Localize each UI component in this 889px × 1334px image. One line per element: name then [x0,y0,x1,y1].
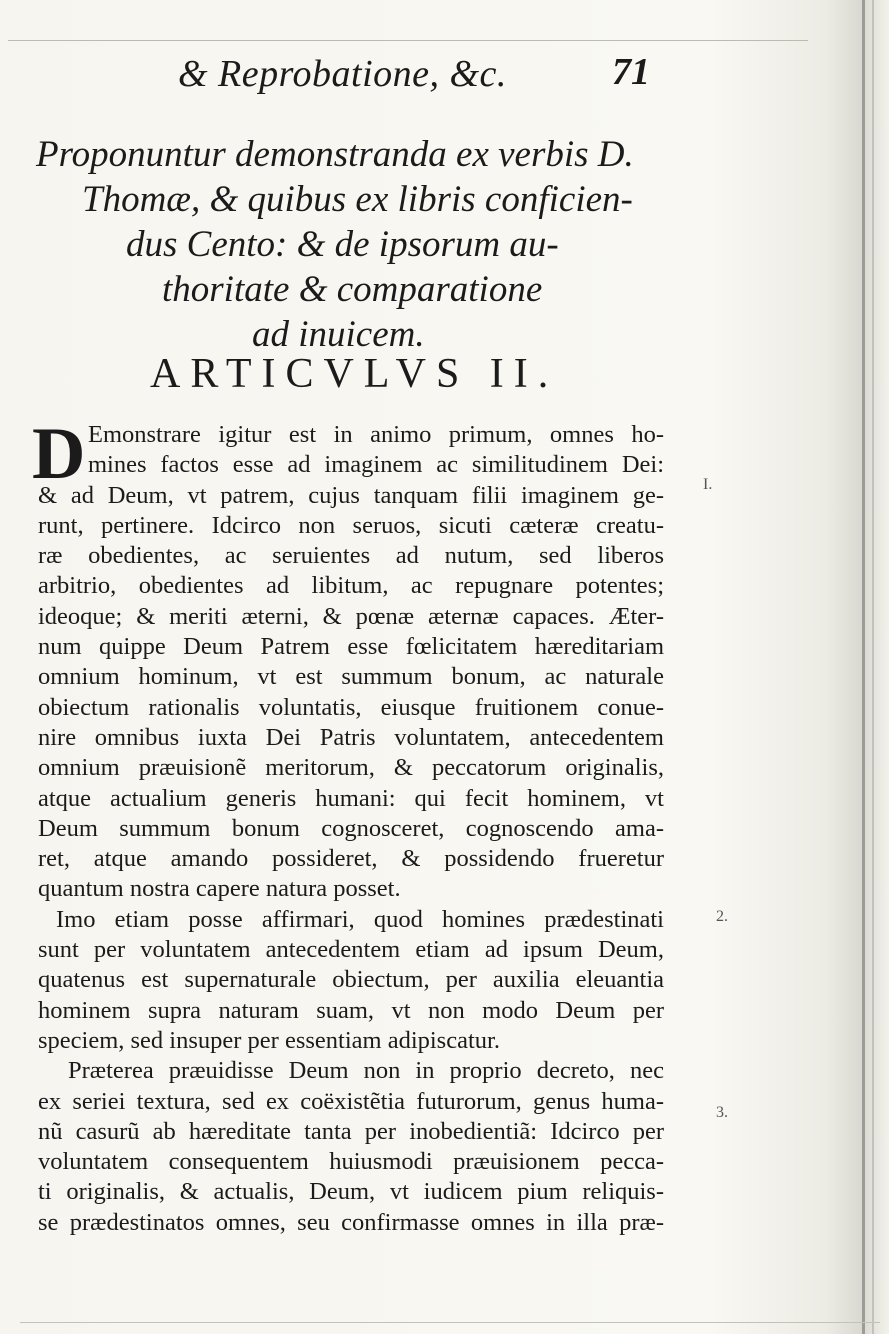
margin-note-3: 3. [716,1104,728,1121]
text-line: quantum nostra capere natura posset. [38,875,401,903]
text-line: obiectum rationalis voluntatis, eiusque fruitionem conue- [38,693,664,721]
text-line: mines factos esse ad imaginem ac similitudinem Dei: [88,451,664,479]
margin-note-2: 2. [716,908,728,925]
text-line: Imo etiam posse affirmari, quod homines prædestinati [56,905,664,933]
title-line: dus Cento: & de ipsorum au- [126,224,559,265]
binding-shadow-2 [872,0,874,1334]
text-line: ti originalis, & actualis, Deum, vt iudicem pium reliquis- [38,1178,664,1206]
text-line: omnium præuisionẽ meritorum, & peccatorum originalis, [38,754,664,782]
article-heading: ARTICVLVS II. [150,351,559,397]
text-line: arbitrio, obedientes ad libitum, ac repugnare potentes; [38,572,664,600]
text-line: ex seriei textura, sed ex coëxistẽtia futurorum, genus huma- [38,1087,664,1115]
text-line: & ad Deum, vt patrem, cujus tanquam filii imaginem ge- [38,481,664,509]
text-line: hominem supra naturam suam, vt non modo Deum per [38,996,664,1024]
title-line: Thomæ, & quibus ex libris conficien- [82,179,633,220]
page-number: 71 [612,51,650,93]
text-line: voluntatem consequentem huiusmodi præuisionem pecca- [38,1148,664,1176]
margin-note-1: I. [703,476,713,493]
title-line: ad inuicem. [252,314,425,355]
bottom-rule [20,1322,880,1323]
text-line: num quippe Deum Patrem esse fœlicitatem hæreditariam [38,633,664,661]
text-line: ideoque; & meriti æterni, & pœnæ æternæ capaces. Æter- [38,602,664,630]
text-line: Deum summum bonum cognosceret, cognoscendo ama- [38,814,664,842]
title-line: Proponuntur demonstranda ex verbis D. [36,134,634,175]
text-line: ret, atque amando possideret, & possidendo frueretur [38,845,664,873]
top-rule [8,40,808,41]
text-line: omnium hominum, vt est summum bonum, ac naturale [38,663,664,691]
paragraph-2 [38,905,664,1056]
body-text [38,420,664,1238]
text-line: Præterea præuidisse Deum non in proprio decreto, nec [68,1057,664,1085]
binding-shadow [862,0,865,1334]
text-line: se prædestinatos omnes, seu confirmasse omnes in illa præ- [38,1208,664,1236]
text-line: atque actualium generis humani: qui fecit hominem, vt [38,784,664,812]
paragraph-3 [38,1056,664,1238]
text-line: nũ casurũ ab hæreditate tanta per inobedientiã: Idcirco per [38,1117,664,1145]
text-line: runt, pertinere. Idcirco non seruos, sicuti cæteræ creatu- [38,511,664,539]
title-line: thoritate & comparatione [162,269,543,310]
drop-cap: D [32,413,86,495]
text-line: speciem, sed insuper per essentiam adipiscatur. [38,1026,500,1054]
text-line: Emonstrare igitur est in animo primum, omnes ho- [88,421,664,448]
text-line: ræ obedientes, ac seruientes ad nutum, sed liberos [38,542,664,570]
running-head: & Reprobatione, &c. [178,53,507,95]
paragraph-1 [38,420,664,905]
text-line: nire omnibus iuxta Dei Patris voluntatem, antecedentem [38,723,664,751]
chapter-title [36,132,648,357]
text-line: sunt per voluntatem antecedentem etiam ad ipsum Deum, [38,936,664,964]
text-line: quatenus est supernaturale obiectum, per auxilia eleuantia [38,966,664,994]
